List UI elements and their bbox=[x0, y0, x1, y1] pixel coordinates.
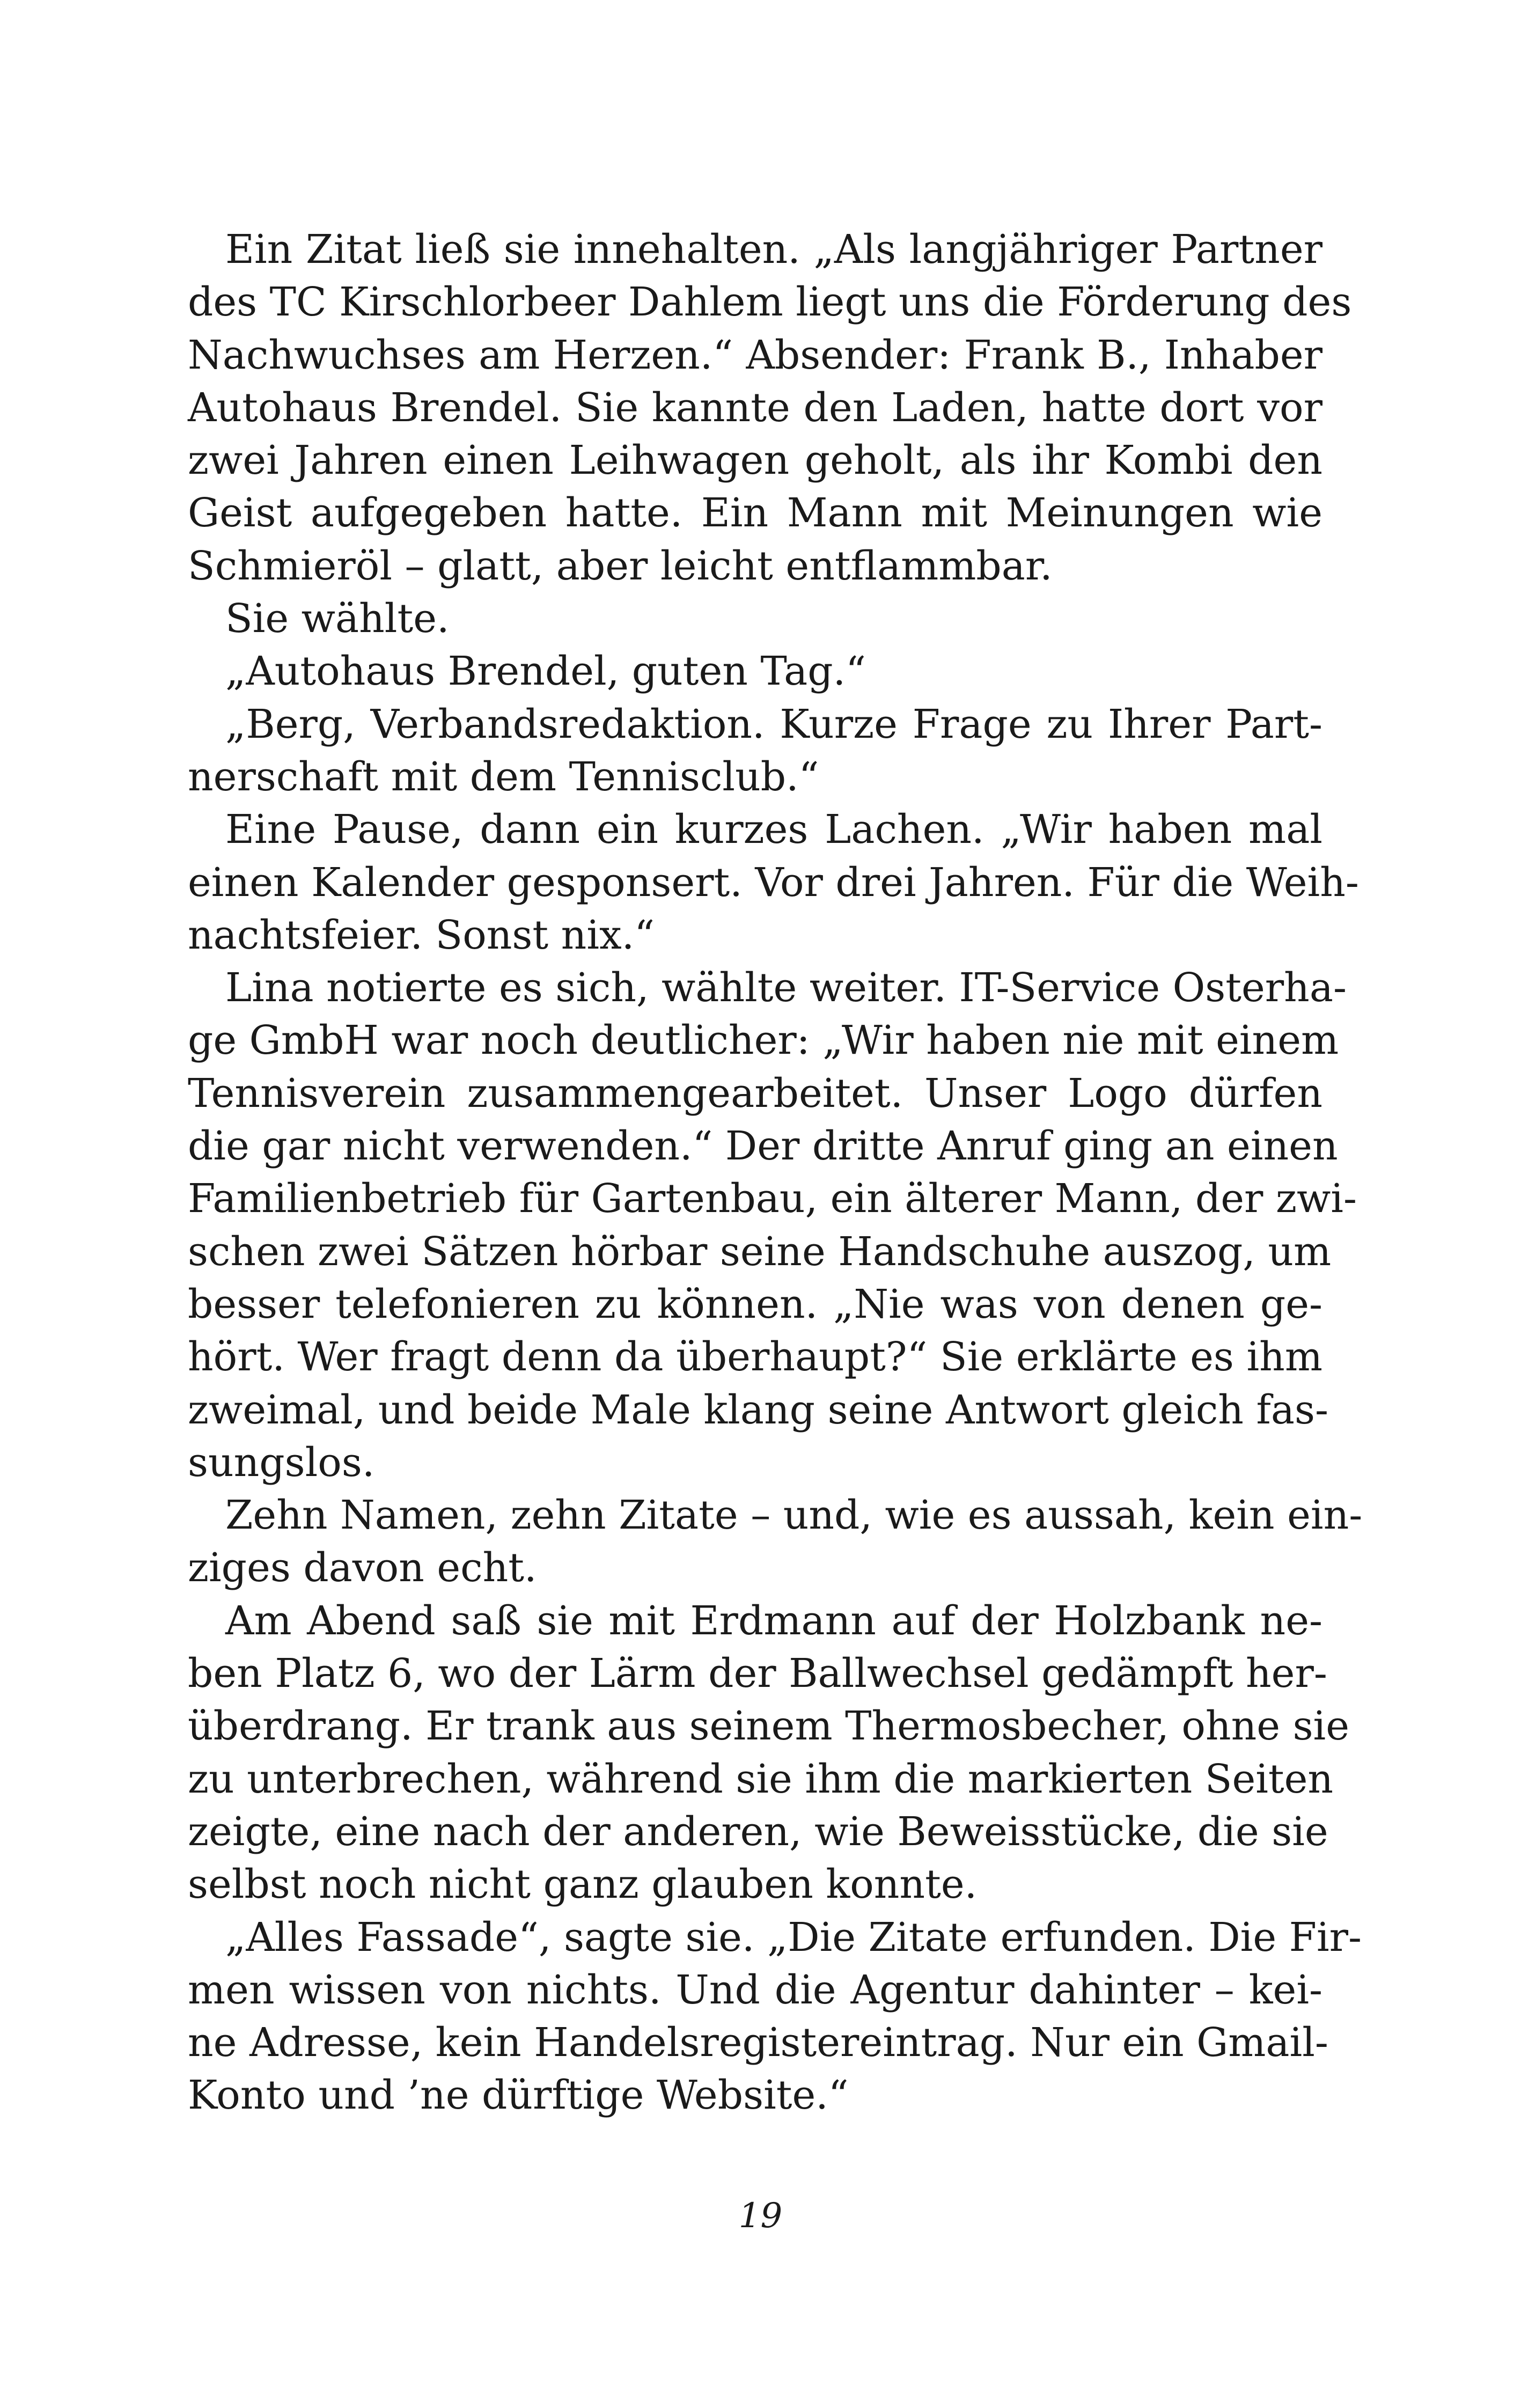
text-line: zwei Jahren einen Leihwagen geholt, als ihr Kombi den bbox=[188, 437, 1322, 484]
text-line: Zehn Namen, zehn Zitate – und, wie es aussah, kein ein- bbox=[225, 1492, 1363, 1539]
text-line: Eine Pause, dann ein kurzes Lachen. „Wir haben mal bbox=[225, 806, 1322, 853]
text-line: besser telefonieren zu können. „Nie was von denen ge- bbox=[188, 1281, 1322, 1327]
text-line: ge GmbH war noch deutlicher: „Wir haben nie mit einem bbox=[188, 1017, 1339, 1064]
text-line: hört. Wer fragt denn da überhaupt?“ Sie erklärte es ihm bbox=[188, 1334, 1322, 1381]
text-line: Geist aufgegeben hatte. Ein Mann mit Meinungen wie bbox=[188, 490, 1322, 537]
text-line: Autohaus Brendel. Sie kannte den Laden, hatte dort vor bbox=[188, 384, 1322, 431]
text-line: men wissen von nichts. Und die Agentur dahinter – kei- bbox=[188, 1966, 1322, 2013]
text-line: nerschaft mit dem Tennisclub.“ bbox=[188, 753, 819, 800]
text-line: zeigte, eine nach der anderen, wie Beweisstücke, die sie bbox=[188, 1808, 1328, 1855]
text-line: Sie wählte. bbox=[225, 596, 450, 642]
text-line: ne Adresse, kein Handelsregistereintrag. Nur ein Gmail- bbox=[188, 2020, 1328, 2066]
text-line: überdrang. Er trank aus seinem Thermosbecher, ohne sie bbox=[188, 1703, 1350, 1750]
text-line: einen Kalender gesponsert. Vor drei Jahren. Für die Weih- bbox=[188, 859, 1359, 906]
text-line: ben Platz 6, wo der Lärm der Ballwechsel gedämpft her- bbox=[188, 1650, 1327, 1697]
text-line: „Berg, Verbandsredaktion. Kurze Frage zu Ihrer Part- bbox=[225, 701, 1322, 747]
page-number: 19 bbox=[738, 2196, 783, 2236]
text-line: sungslos. bbox=[188, 1439, 375, 1486]
text-line: Konto und ’ne dürftige Website.“ bbox=[188, 2072, 849, 2119]
text-line: Lina notierte es sich, wählte weiter. IT-Service Osterha- bbox=[225, 965, 1347, 1011]
text-line: Tennisverein zusammengearbeitet. Unser Logo dürfen bbox=[188, 1070, 1322, 1117]
text-line: Schmieröl – glatt, aber leicht entflammbar. bbox=[188, 542, 1053, 589]
text-line: die gar nicht verwenden.“ Der dritte Anruf ging an einen bbox=[188, 1123, 1338, 1170]
text-line: schen zwei Sätzen hörbar seine Handschuhe auszog, um bbox=[188, 1228, 1332, 1275]
body-text bbox=[188, 223, 1363, 2122]
text-line: zweimal, und beide Male klang seine Antwort gleich fas- bbox=[188, 1386, 1328, 1433]
text-line: „Alles Fassade“, sagte sie. „Die Zitate erfunden. Die Fir- bbox=[225, 1914, 1362, 1961]
text-line: selbst noch nicht ganz glauben konnte. bbox=[188, 1861, 978, 1908]
text-line: des TC Kirschlorbeer Dahlem liegt uns die Förderung des bbox=[188, 279, 1352, 326]
text-line: ziges davon echt. bbox=[188, 1545, 537, 1591]
text-line: Familienbetrieb für Gartenbau, ein älterer Mann, der zwi- bbox=[188, 1176, 1357, 1222]
text-line: „Autohaus Brendel, guten Tag.“ bbox=[225, 648, 866, 695]
text-line: Ein Zitat ließ sie innehalten. „Als langjähriger Partner bbox=[225, 226, 1322, 273]
text-line: nachtsfeier. Sonst nix.“ bbox=[188, 912, 655, 958]
text-line: Nachwuchses am Herzen.“ Absender: Frank B., Inhaber bbox=[188, 332, 1322, 378]
text-line: zu unterbrechen, während sie ihm die markierten Seiten bbox=[188, 1756, 1334, 1802]
text-line: Am Abend saß sie mit Erdmann auf der Holzbank ne- bbox=[225, 1597, 1322, 1644]
